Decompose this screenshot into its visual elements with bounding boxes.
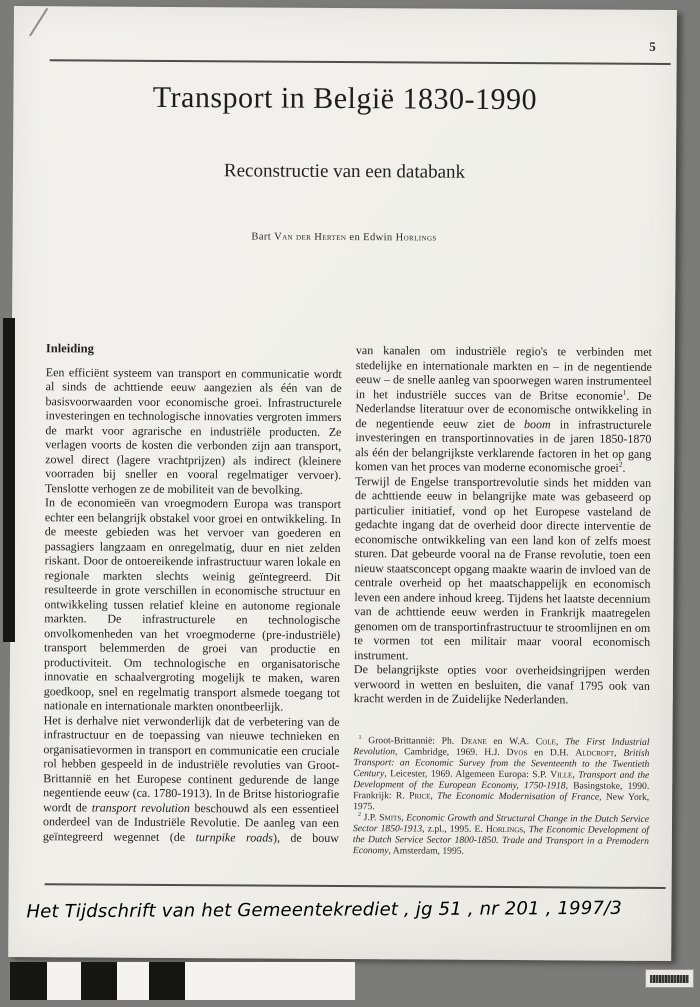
left-column [43,341,342,855]
text-segment: 1 [622,387,627,397]
text-segment: transport revolution [91,799,190,815]
text-segment: Het is derhalve niet verwonderlijk dat de verbetering van de infrastructuur en de toepassing van nieuwe technieken en organisatievormen in transport en communicatie een cruciale rol hebben gespeeld in de industriële revoluties van Groot-Brittannië en het Europese continent gedurende de lange negentiende eeuw (ca. 1780-1913). In de Britse historiografie wordt de [43,712,340,814]
calibration-block-light [117,962,149,1000]
text-segment: boom [523,416,551,431]
pen-stroke-mark [29,8,48,37]
text-segment: . [622,460,626,475]
text-segment: , Leicester, 1969. Algemeen Europa: S.P. [384,767,551,780]
text-segment: , [572,768,579,780]
text-segment: en D.H. [527,746,576,758]
left-column-text [43,365,342,845]
footnotes [353,735,650,858]
text-segment: The Economic Modernisation of France [437,790,600,803]
article-subtitle: Reconstructie van een databank [223,160,466,183]
text-segment: Transport and the Development of the European Economy, 1750-1918 [353,768,650,791]
text-segment: van kanalen om industriële regio's te verbinden met stedelijke en internationale markten en – in de negentiende eeuw – de snelle aanleg van spoorwegen waren instrumenteel in het industriële succes van de Britse economie [355,343,652,403]
page-number: 5 [649,38,656,54]
authors-line [13,230,676,245]
text-segment: De belangrijkste opties voor overheidsingrijpen werden verwoord in wetten en besluiten, die vanaf 1795 ook van kracht werden in de Zuidelijke Nederlanden. [353,662,650,707]
calibration-block-dark [10,962,47,1000]
text-segment: in infrastructurele investeringen en transportinnovaties in de jaren 1850-1870 als één der belangrijkste verklarende factoren in het op gang komen van het proces van moderne economische groei [355,416,652,475]
text-segment: Dyos [506,746,528,758]
text-segment: , [555,735,566,747]
article-title: Transport in België 1830-1990 [152,80,538,117]
document-page [8,6,677,961]
text-segment: Ville [550,768,573,780]
text-segment: , Cambridge, 1969. H.J. [394,745,507,758]
text-segment: Horlings [485,823,524,835]
text-segment: Van der Herten [274,231,347,244]
text-segment: , [523,823,529,835]
paragraph [354,474,651,664]
text-segment: en Edwin [346,232,396,244]
text-segment: Economic Growth and Structural Change in the Dutch Service Sector 1850-1913 [352,811,650,835]
text-segment: The Economic Development of the Dutch Service Sector 1800-1850. Trade and Transport in a Premodern Economy [352,823,650,856]
text-segment: turnpike roads [195,829,274,845]
text-segment: , Amsterdam, 1995. [388,844,465,857]
paragraph [355,343,652,475]
label-microtext [650,975,689,983]
text-segment: Een efficiënt systeem van transport en communicatie wordt al sinds de achttiende eeuw aangezien als één van de basisvoorwaarden voor economische groei. Infrastructurele investeringen en technologische innovaties vergroten immers de markt voor agrarische en industriële producten. Ze verlagen voorts de kosten die verbonden zijn aan transport, zowel direct (lagere vrachtprijzen) als indirect (kleinere voorraden bij sneller en vooral regelmatiger vervoer). Tenslotte verhogen ze de mobiliteit van de bevolking. [45,364,342,497]
paragraph [353,735,649,814]
calibration-block-dark [149,962,185,1000]
text-segment: 2 [358,811,362,818]
text-segment: 2 [618,459,623,469]
footer-rule [45,883,666,889]
text-segment: , [401,811,407,823]
paragraph [44,495,341,714]
text-segment: , z.pl., 1995. E. [422,823,486,835]
text-segment: Smits [379,811,402,823]
section-heading: Inleiding [45,341,94,356]
text-segment: Price [409,789,431,802]
text-segment: British Transport: an Economic Survey from the Seventeenth to the Twentieth Century [353,747,650,779]
handwritten-annotation: Het Tijdschrift van het Gemeentekrediet , jg 51 , nr 201 , 1997/3 [26,897,623,923]
text-segment: The First Industrial Revolution [353,735,650,757]
text-segment: Aldcroft [575,746,615,759]
right-column-text [354,343,652,707]
paragraph [45,365,342,497]
paragraph [353,812,649,858]
text-segment: Horlings [395,232,437,244]
text-segment: ), de bouw [272,830,339,845]
text-segment: , [430,790,438,802]
text-segment: Cole [535,735,556,747]
text-segment: , New York, 1975. [353,791,650,812]
registration-bar [3,318,15,642]
article-body [43,341,652,857]
calibration-block-dark [81,962,117,1000]
calibration-block-light [185,962,355,1000]
text-segment: J.P. [360,811,380,823]
calibration-block-light [47,962,81,1000]
text-segment: , [614,747,624,759]
paragraph [43,713,340,845]
calibration-strip [10,962,355,1000]
text-segment: Groot-Brittannië: Ph. [361,734,462,747]
text-segment: Deane [461,735,487,747]
right-column [353,343,652,857]
text-segment: beschouwd als een essentieel onderdeel van de Industriële Revolutie. De aanleg van een geïntegreerd wegennet (de [42,800,340,844]
inventory-label [645,969,694,988]
text-segment: 1 [358,734,362,741]
text-segment: , Basingstoke, 1990. Frankrijk: R. [353,779,650,801]
text-segment: In de economieën van vroegmodern Europa was transport echter een belangrijk obstakel voor groei en ontwikkeling. In de meeste gebieden was het vervoer van goederen en passagiers langzaam en onregelmatig, duur en niet zelden riskant. Door de ontoereikende infrastructuur waren lokale en regionale markten slechts weinig geïntegreerd. Dit resulteerde in grote verschillen in economische structuur en ontwikkeling tussen relatief kleine en autonome regionale markten. De infrastructurele en technologische onvolkomenheden van het vroegmoderne (pre-industriële) transport belemmerden de groei van productie en productiviteit. Om technologische en organisatorische innovatie en schaalvergroting mogelijk te maken, waren goedkoop, snel en regelmatig transport alsmede toegang tot nationale en internationale markten onontbeerlijk. [43,495,342,714]
text-segment: . De Nederlandse literatuur over de economische ontwikkeling in de negentiende eeuw ziet de [355,388,652,431]
text-segment: Bart [251,231,275,243]
header-rule [50,59,671,65]
text-segment: Terwijl de Engelse transportrevolutie sinds het midden van de achttiende eeuw in belangrijke mate was gebaseerd op particulier initiatief, vond op het Europese vasteland de gedachte ingang dat de overheid door directe interventie de economische ontwikkeling van een land kon of zelfs moest sturen. Dat gebeurde vooral na de Franse revolutie, toen een nieuw staatsconcept opgang maakte waarin de invloed van de centrale overheid op het maatschappelijk en economisch leven een andere inhoud kreeg. Tijdens het laatste decennium van de achttiende eeuw werden in Frankrijk maatregelen genomen om de transportinfrastructuur te stroomlijnen en om te vormen tot een militair maar vooral economisch instrument. [354,473,652,662]
paragraph [354,662,650,707]
text-segment: en W.A. [486,735,536,747]
